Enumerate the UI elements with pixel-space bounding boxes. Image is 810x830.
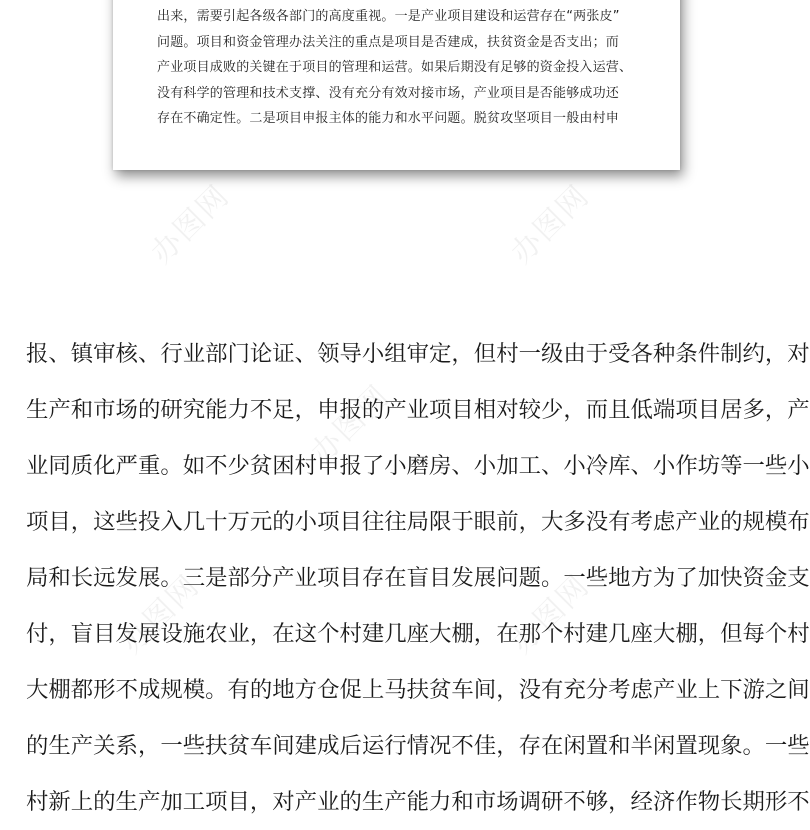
- body-text-line: 生产和市场的研究能力不足，申报的产业项目相对较少，而且低端项目居多，产: [26, 397, 810, 423]
- watermark: 办图网: [504, 178, 597, 271]
- body-text-line: 局和长远发展。三是部分产业项目存在盲目发展问题。一些地方为了加快资金支: [26, 565, 810, 591]
- preview-text-line: 存在不确定性。二是项目申报主体的能力和水平问题。脱贫攻坚项目一般由村申: [157, 111, 620, 126]
- watermark: 办图网: [504, 568, 597, 661]
- preview-text-line: 没有科学的管理和技术支撑、没有充分有效对接市场，产业项目是否能够成功还: [157, 85, 620, 101]
- document-body-text: [26, 326, 810, 830]
- body-text-line: 项目，这些投入几十万元的小项目往往局限于眼前，大多没有考虑产业的规模布: [26, 509, 810, 535]
- preview-text-line: 产业项目成败的关键在于项目的管理和运营。如果后期没有足够的资金投入运营、: [157, 60, 633, 75]
- preview-text-line: 出来，需要引起各级各部门的高度重视。一是产业项目建设和运营存在“两张皮”: [157, 9, 620, 24]
- body-text-line: 报、镇审核、行业部门论证、领导小组审定，但村一级由于受各种条件制约，对: [26, 341, 810, 367]
- preview-text-block: [157, 4, 677, 132]
- preview-text-line: 问题。项目和资金管理办法关注的重点是项目是否建成，扶贫资金是否支出；而: [157, 34, 620, 50]
- body-text-line: 村新上的生产加工项目，对产业的生产能力和市场调研不够，经济作物长期形不: [26, 789, 810, 815]
- document-preview-card: [113, 0, 680, 170]
- body-text-line: 业同质化严重。如不少贫困村申报了小磨房、小加工、小冷库、小作坊等一些小: [26, 453, 810, 479]
- body-text-line: 付，盲目发展设施农业，在这个村建几座大棚，在那个村建几座大棚，但每个村: [26, 621, 810, 647]
- body-text-line: 大棚都形不成规模。有的地方仓促上马扶贫车间，没有充分考虑产业上下游之间: [26, 677, 810, 703]
- watermark: 办图网: [114, 568, 207, 661]
- watermark: 办图网: [144, 178, 237, 271]
- watermark: 办图网: [304, 378, 397, 471]
- body-text-line: 的生产关系，一些扶贫车间建成后运行情况不佳，存在闲置和半闲置现象。一些: [26, 733, 810, 759]
